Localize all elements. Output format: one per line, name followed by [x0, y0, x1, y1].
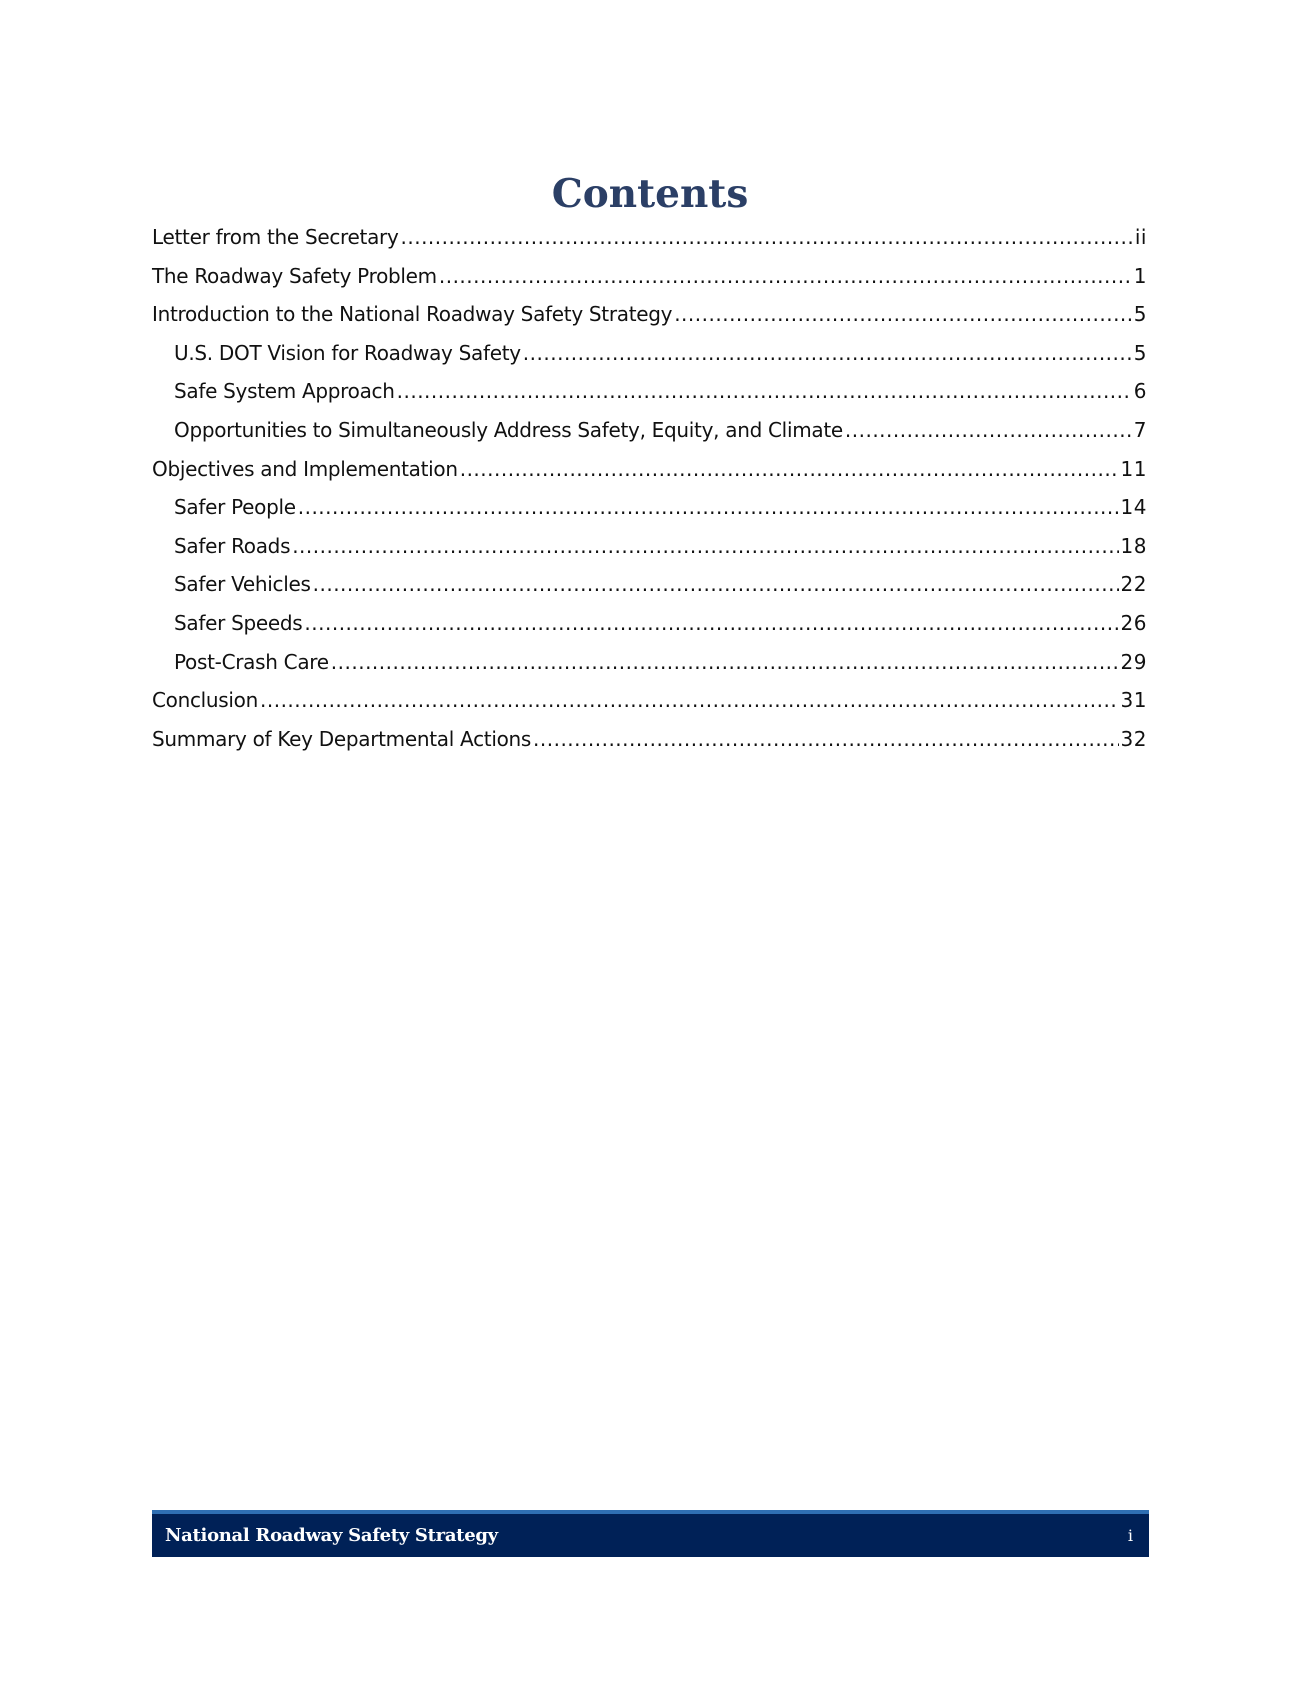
toc-dot-leader	[313, 565, 1119, 603]
toc-dot-leader	[674, 295, 1132, 333]
toc-entry-label: Safer Vehicles	[174, 572, 311, 597]
toc-entry-label: Introduction to the National Roadway Safety Strategy	[152, 302, 673, 327]
toc-entry-page: 1	[1133, 263, 1147, 288]
toc-entry-dot-vision[interactable]	[152, 334, 1147, 373]
toc-entry-objectives[interactable]	[152, 450, 1147, 489]
toc-entry-page: 18	[1120, 533, 1147, 558]
toc-entry-page: 26	[1120, 610, 1147, 635]
toc-entry-page: 6	[1133, 379, 1147, 404]
toc-entry-label: Safe System Approach	[174, 379, 395, 404]
toc-entry-label: Letter from the Secretary	[152, 225, 399, 249]
toc-entry-safer-people[interactable]	[152, 488, 1147, 527]
toc-entry-safer-roads[interactable]	[152, 527, 1147, 566]
toc-entry-label: Summary of Key Departmental Actions	[152, 726, 532, 751]
toc-dot-leader	[260, 681, 1119, 719]
toc-entry-opportunities[interactable]	[152, 411, 1147, 450]
toc-entry-page: 32	[1120, 726, 1147, 751]
toc-dot-leader	[298, 488, 1119, 526]
toc-entry-page: 22	[1120, 572, 1147, 597]
toc-entry-safer-vehicles[interactable]	[152, 565, 1147, 604]
page-footer	[152, 1510, 1149, 1557]
toc-entry-page: 5	[1133, 340, 1147, 365]
toc-entry-label: Safer Roads	[174, 533, 291, 558]
toc-dot-leader	[331, 643, 1119, 681]
toc-dot-leader	[439, 257, 1132, 295]
toc-dot-leader	[401, 218, 1133, 256]
toc-entry-safer-speeds[interactable]	[152, 604, 1147, 643]
toc-dot-leader	[397, 372, 1132, 410]
toc-entry-roadway-safety-problem[interactable]	[152, 257, 1147, 296]
table-of-contents	[152, 218, 1147, 758]
toc-entry-label: Conclusion	[152, 688, 258, 713]
toc-entry-page: 31	[1120, 688, 1147, 713]
toc-entry-label: Opportunities to Simultaneously Address Safety, Equity, and Climate	[174, 417, 843, 442]
toc-dot-leader	[460, 450, 1119, 488]
toc-entry-page: ii	[1134, 225, 1147, 249]
toc-entry-summary-actions[interactable]	[152, 720, 1147, 759]
toc-entry-label: Objectives and Implementation	[152, 456, 458, 481]
toc-entry-page: 7	[1133, 417, 1147, 442]
toc-entry-label: U.S. DOT Vision for Roadway Safety	[174, 340, 521, 365]
footer-document-title: National Roadway Safety Strategy	[165, 1525, 498, 1546]
toc-dot-leader	[533, 720, 1119, 758]
toc-dot-leader	[304, 604, 1118, 642]
toc-entry-safe-system-approach[interactable]	[152, 372, 1147, 411]
toc-dot-leader	[292, 527, 1118, 565]
toc-entry-introduction[interactable]	[152, 295, 1147, 334]
toc-entry-page: 5	[1133, 302, 1147, 327]
footer-page-number: i	[1127, 1526, 1133, 1545]
toc-entry-page: 29	[1120, 649, 1147, 674]
page-title: Contents	[551, 171, 749, 217]
toc-dot-leader	[523, 334, 1132, 372]
toc-entry-label: The Roadway Safety Problem	[152, 263, 437, 288]
toc-entry-label: Post-Crash Care	[174, 649, 329, 674]
toc-entry-page: 14	[1120, 495, 1147, 520]
toc-entry-conclusion[interactable]	[152, 681, 1147, 720]
toc-entry-letter-from-secretary[interactable]	[152, 218, 1147, 257]
toc-dot-leader	[845, 411, 1132, 449]
toc-entry-label: Safer Speeds	[174, 610, 303, 635]
toc-entry-page: 11	[1120, 456, 1147, 481]
toc-entry-label: Safer People	[174, 495, 296, 520]
toc-entry-post-crash-care[interactable]	[152, 643, 1147, 682]
